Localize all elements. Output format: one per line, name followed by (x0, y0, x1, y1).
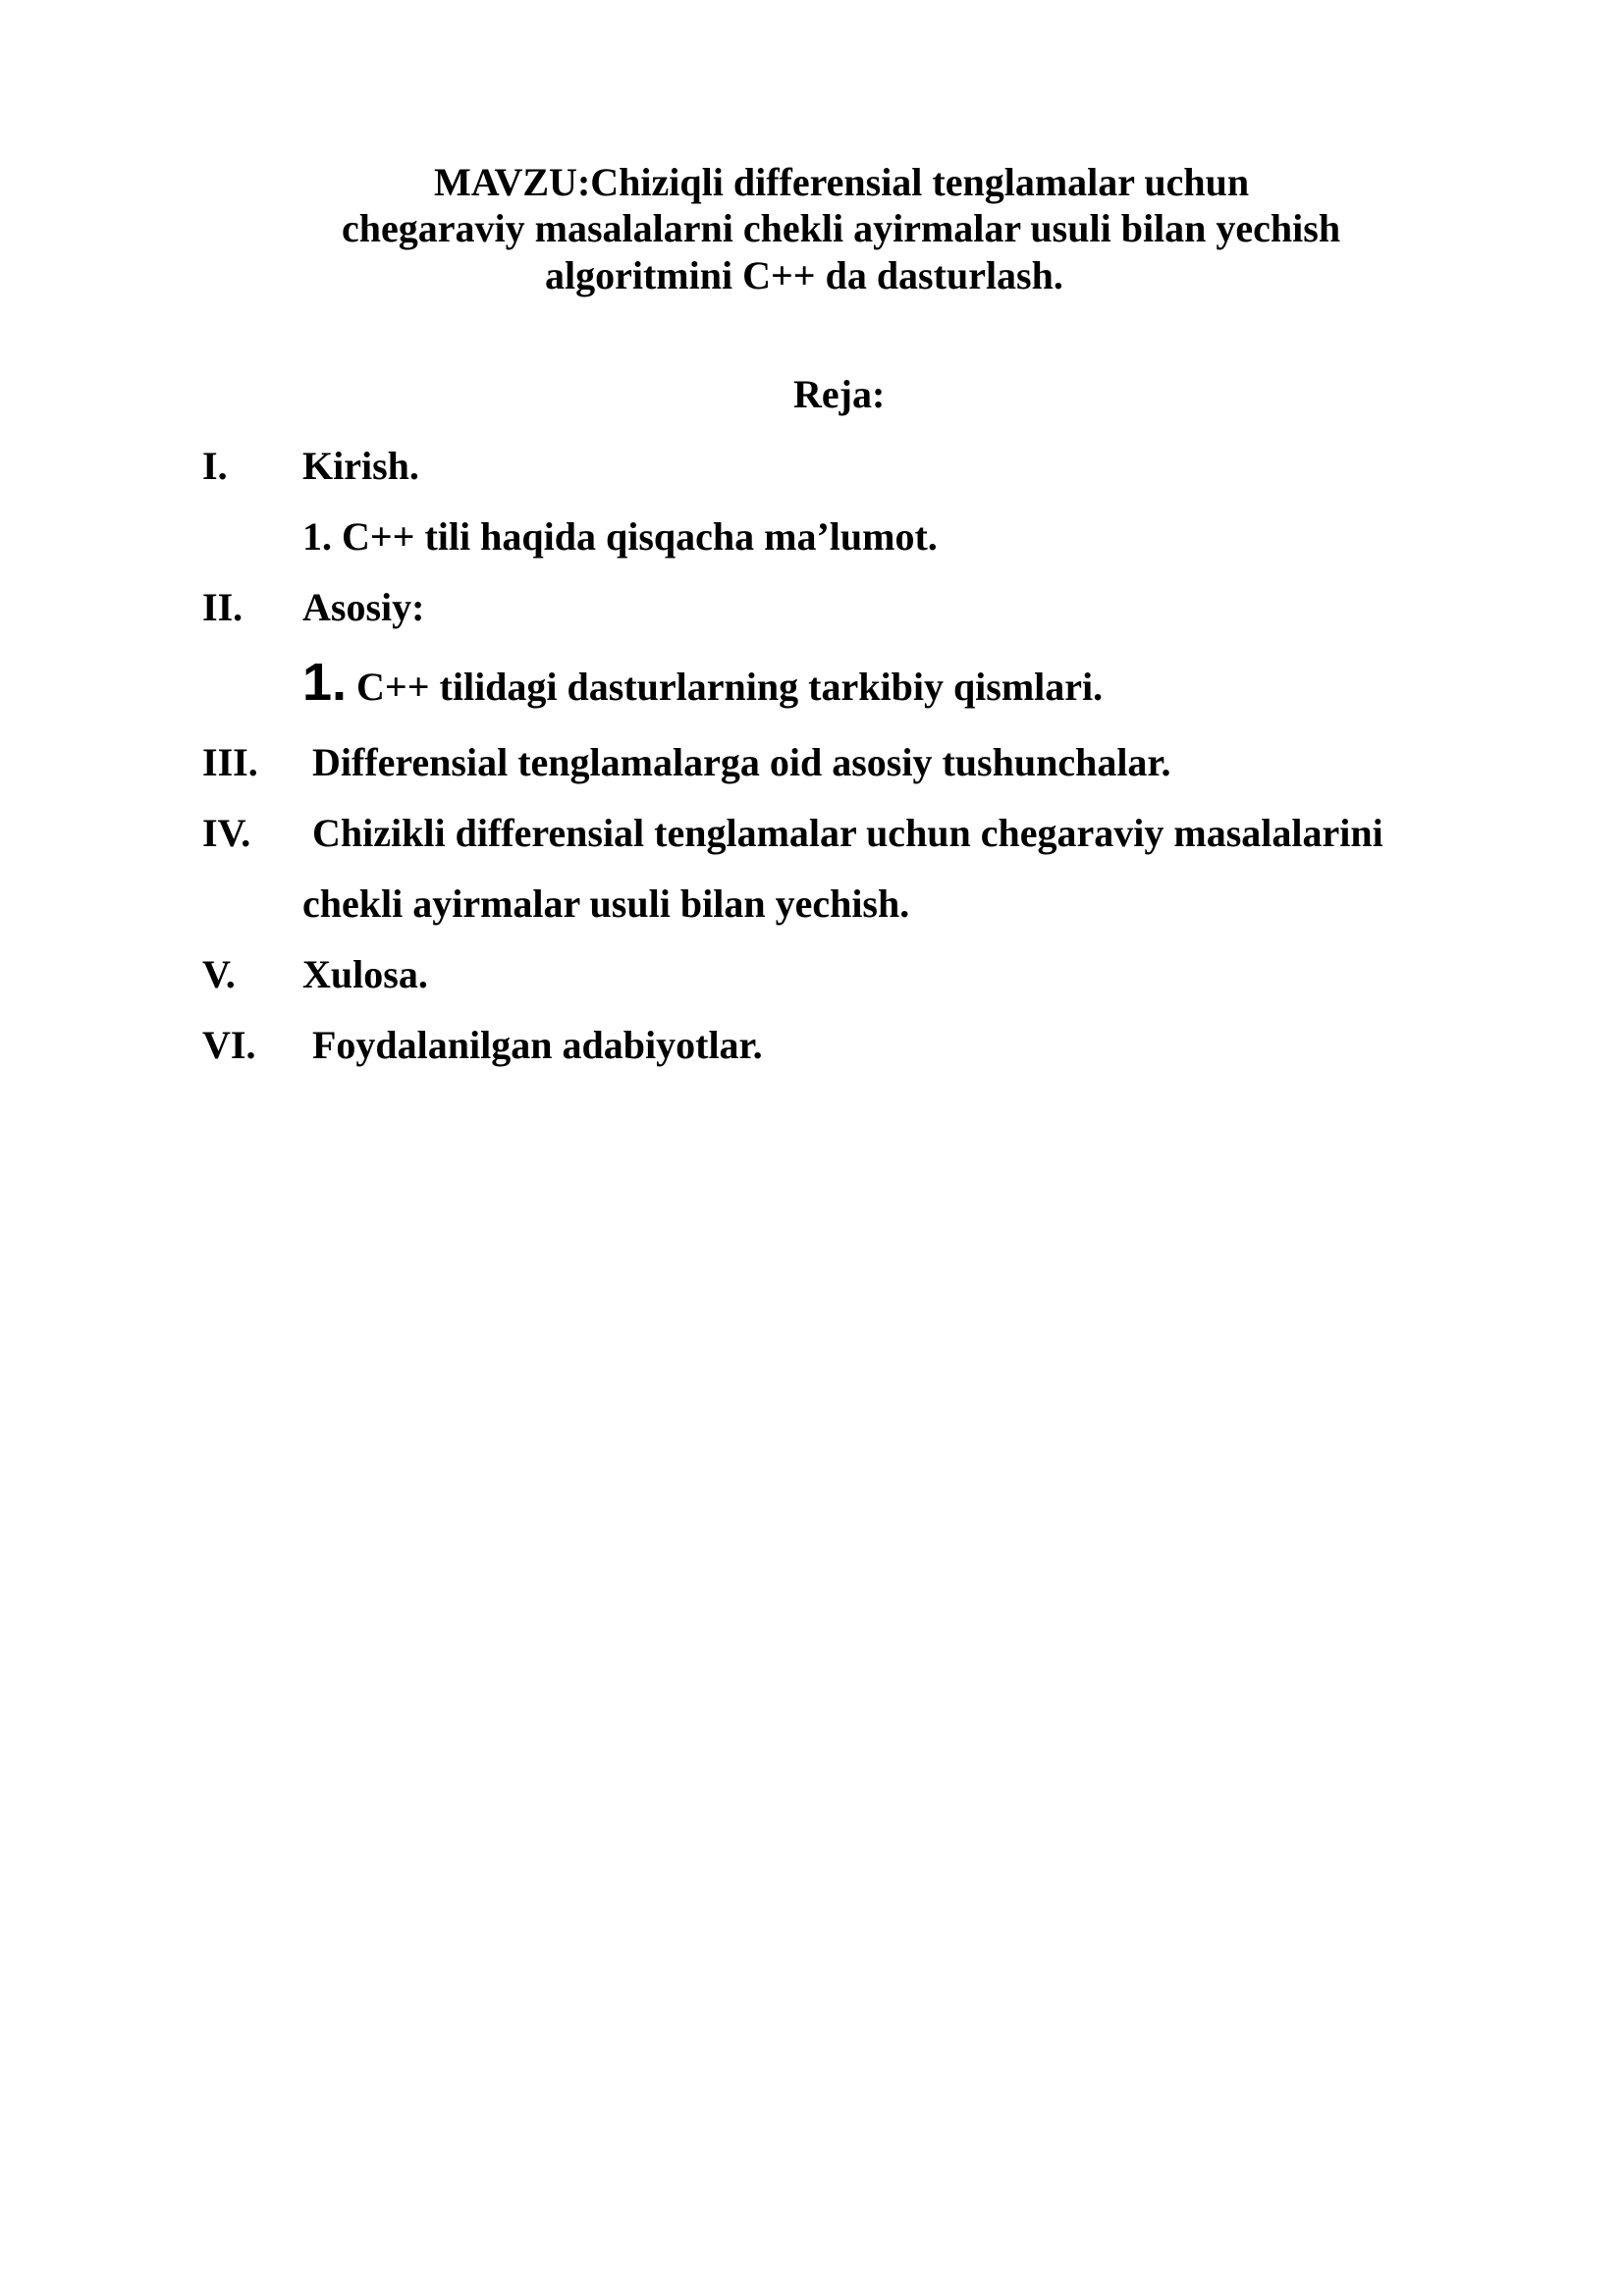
plan-item-numeral: II. (202, 585, 244, 629)
plan-item-numeral: I. (202, 444, 228, 488)
plan-item-text: Kirish. (302, 444, 419, 488)
plan-item-text: Chizikli differensial tenglamalar uchun chegaraviy masalalarini (312, 811, 1383, 855)
plan-item-numeral: IV. (202, 811, 251, 855)
sub-item-label: C++ tilidagi dasturlarning tarkibiy qismlari. (356, 665, 1104, 709)
sub-item-number: 1. (302, 653, 348, 712)
plan-heading: Reja: (793, 372, 886, 416)
plan-item-numeral: VI. (202, 1023, 256, 1067)
plan-item-text: Asosiy: (302, 585, 425, 629)
plan-item-numeral: III. (202, 740, 258, 784)
title-line-1: MAVZU:Chiziqli differensial tenglamalar uchun (434, 160, 1250, 204)
plan-sub-item: 1. C++ tili haqida qisqacha ma’lumot. (302, 514, 938, 559)
plan-item-text-continued: chekli ayirmalar usuli bilan yechish. (302, 881, 910, 926)
plan-sub-item (302, 653, 1104, 712)
plan-item-numeral: V. (202, 952, 236, 996)
plan-item-text: Differensial tenglamalarga oid asosiy tushunchalar. (312, 740, 1171, 784)
plan-item-text: Xulosa. (302, 952, 428, 996)
title-line-3: algoritmini C++ da dasturlash. (545, 253, 1063, 297)
plan-item-text: Foydalanilgan adabiyotlar. (312, 1023, 763, 1067)
title-line-2: chegaraviy masalalarni chekli ayirmalar usuli bilan yechish (342, 206, 1341, 250)
